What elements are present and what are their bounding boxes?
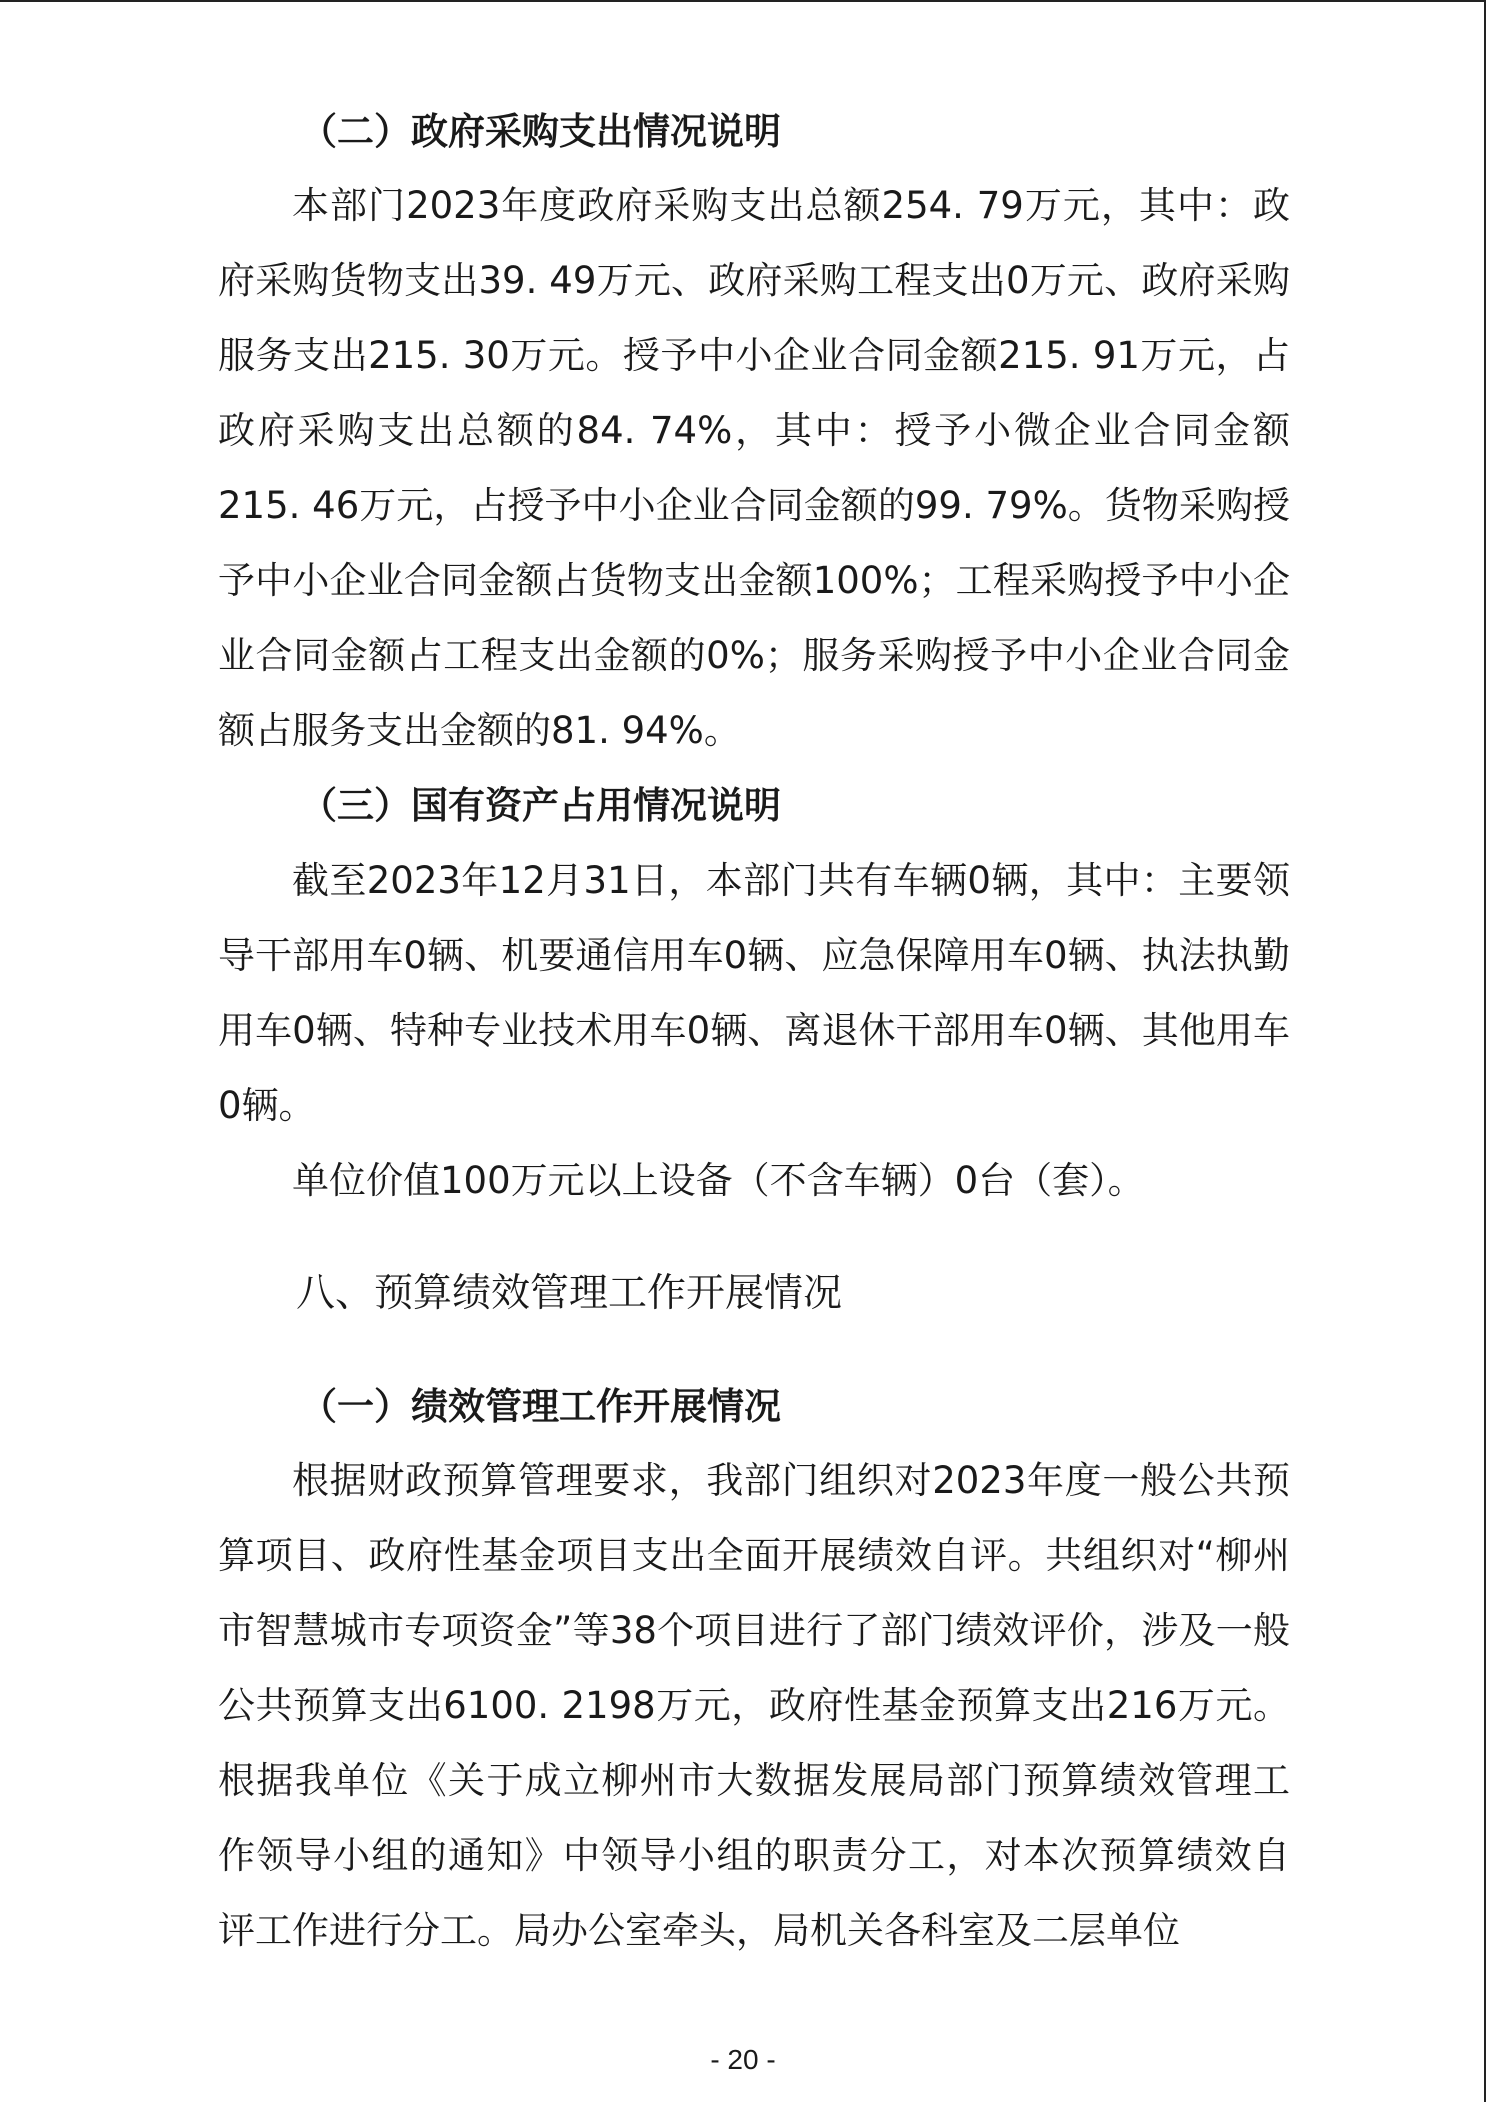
- vehicles-paragraph: 截至2023年12月31日，本部门共有车辆0辆，其中：主要领导干部用车0辆、机要通信用车0辆、应急保障用车0辆、执法执勤用车0辆、特种专业技术用车0辆、离退休干部用车0辆、其他用车0辆。: [218, 859, 1290, 1127]
- procurement-section: [218, 168, 1290, 768]
- page-number: - 20 -: [710, 2044, 776, 2075]
- heading-performance-work: （一）绩效管理工作开展情况: [300, 1385, 781, 1428]
- heading-government-procurement: （二）政府采购支出情况说明: [300, 110, 781, 153]
- chapter-heading-performance-management: 八、预算绩效管理工作开展情况: [296, 1271, 843, 1316]
- equipment-paragraph: 单位价值100万元以上设备（不含车辆）0台（套）。: [292, 1159, 1145, 1202]
- performance-paragraph: 根据财政预算管理要求，我部门组织对2023年度一般公共预算项目、政府性基金项目支出全面开展绩效自评。共组织对“柳州市智慧城市专项资金”等38个项目进行了部门绩效评价，涉及一般公共预算支出6100. 2198万元，政府性基金预算支出216万元。根据我单位《关于成立柳州市大数据发展局部门预算绩效管理工作领导小组的通知》中领导小组的职责分工，对本次预算绩效自评工作进行分工。局办公室牵头，局机关各科室及二层单位: [218, 1459, 1290, 1952]
- assets-section: [218, 843, 1290, 1218]
- procurement-paragraph: 本部门2023年度政府采购支出总额254. 79万元，其中：政府采购货物支出39. 49万元、政府采购工程支出0万元、政府采购服务支出215. 30万元。授予中小企业合同金额215. 91万元，占政府采购支出总额的84. 74%，其中：授予小微企业合同金额215. 46万元，占授予中小企业合同金额的99. 79%。货物采购授予中小企业合同金额占货物支出金额100%；工程采购授予中小企业合同金额占工程支出金额的0%；服务采购授予中小企业合同金额占服务支出金额的81. 94%。: [218, 184, 1290, 752]
- performance-section: [218, 1443, 1290, 1968]
- heading-state-assets: （三）国有资产占用情况说明: [300, 784, 781, 827]
